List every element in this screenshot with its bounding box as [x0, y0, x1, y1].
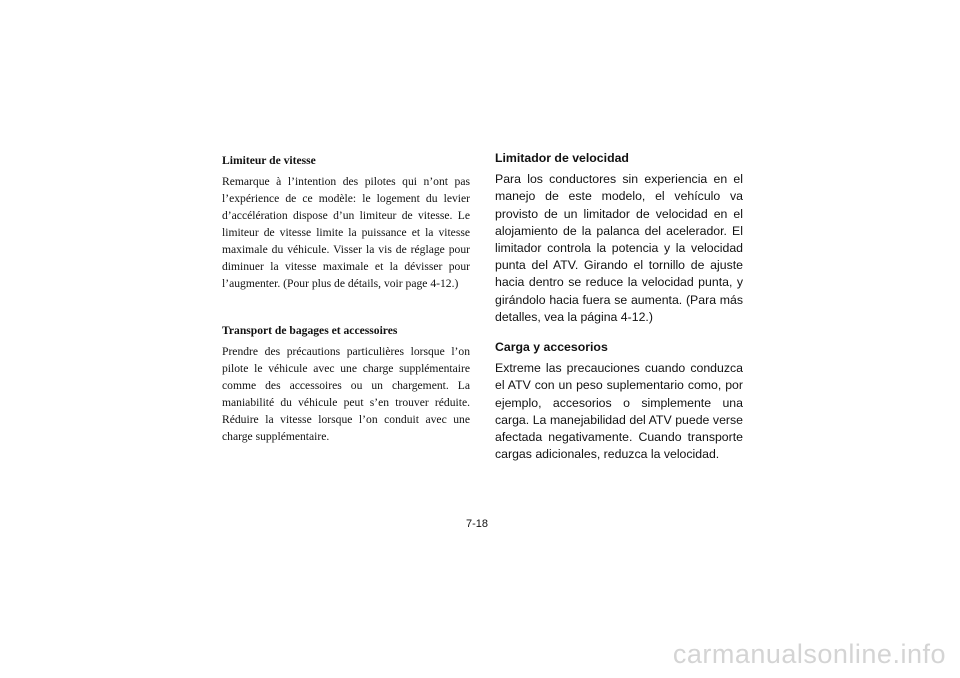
section-spacer — [222, 292, 470, 322]
french-paragraph-cargo: Prendre des précautions particulières lorsque l’on pilote le véhicule avec une charge supplémentaire comme des accessoires ou un chargement. La maniabilité du véhicule peut s’en trouver réduite. Réduire la vitesse lorsque l’on conduit avec une charge supplémentaire. — [222, 345, 470, 443]
spanish-heading-cargo: Carga y accesorios — [495, 340, 608, 355]
spanish-paragraph-cargo: Extreme las precauciones cuando conduzca el ATV con un peso suplementario como, por ejemplo, accesorios o simplemente una carga. La manejabilidad del ATV puede verse afectada negativamente. Cuando transporte cargas adicionales, reduzca la velocidad. — [495, 361, 743, 462]
french-paragraph-speed-limiter: Remarque à l’intention des pilotes qui n’ont pas l’expérience de ce modèle: le logement du levier d’accélération dispose d’un limiteur de vitesse. Le limiteur de vitesse limite la puissance et la vitesse maximale du véhicule. Visser la vis de réglage pour diminuer la vitesse maximale et la dévisser pour l’augmenter. (Pour plus de détails, voir page 4-12.) — [222, 175, 470, 290]
section-spacer — [495, 326, 743, 339]
french-column — [222, 152, 470, 445]
french-heading-speed-limiter: Limiteur de vitesse — [222, 154, 316, 167]
watermark: carmanualsonline.info — [672, 639, 946, 669]
french-heading-cargo: Transport de bagages et accessoires — [222, 324, 398, 337]
spanish-paragraph-speed-limiter: Para los conductores sin experiencia en el manejo de este modelo, el vehículo va provisto de un limitador de velocidad en el alojamiento de la palanca del acelerador. El limitador controla la potencia y la velocidad punta del ATV. Girando el tornillo de ajuste hacia dentro se reduce la velocidad punta, y girándolo hacia fuera se aumenta. (Para más detalles, vea la página 4-12.) — [495, 172, 743, 324]
spanish-heading-speed-limiter: Limitador de velocidad — [495, 151, 629, 165]
page-number: 7-18 — [466, 518, 489, 530]
spanish-column — [495, 150, 743, 463]
